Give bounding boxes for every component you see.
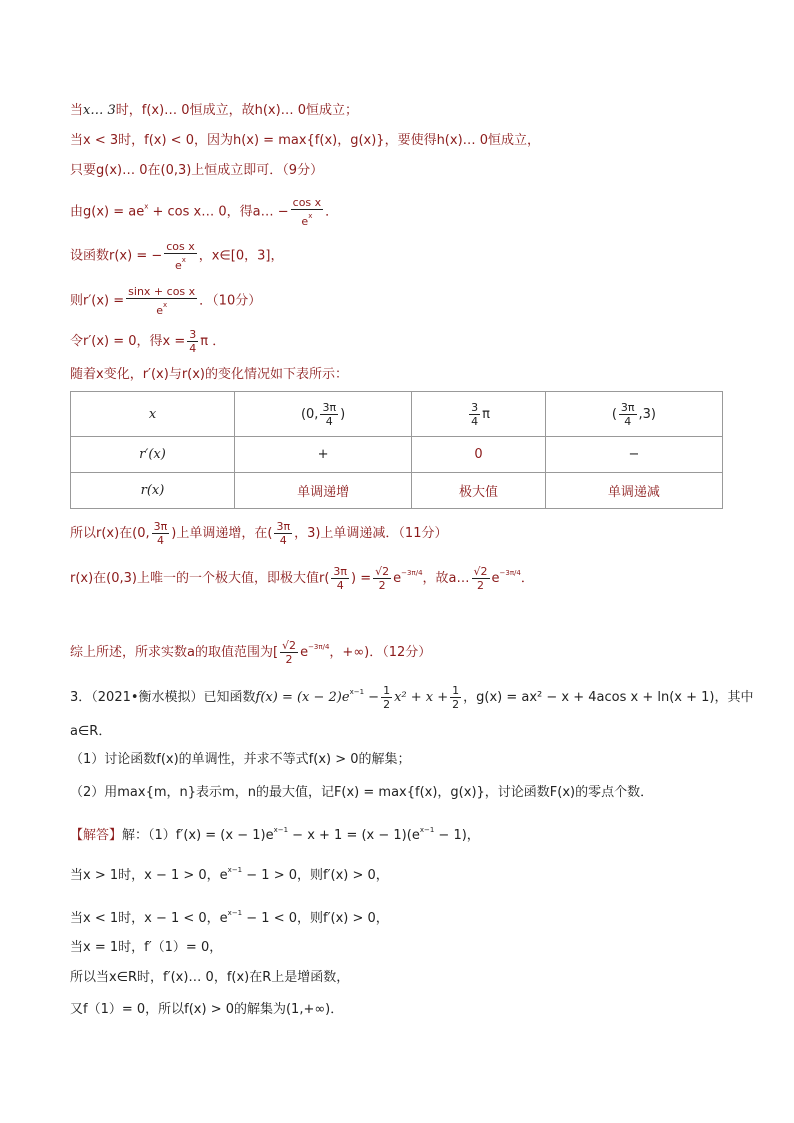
answer-line-5: 所以当x∈R时，f′(x)… 0，f(x)在R上是增函数，	[70, 970, 350, 985]
solution-line-7: 令r′(x) = 0，得x = $\frac{3}{4}$ π ．	[70, 328, 226, 355]
answer-line-2: 当x > 1时，x − 1 > 0，$e^{x-1} - 1 > 0$，则f′(x) > 0，	[70, 866, 389, 883]
question-3: 3．（2021•衡水模拟）已知函数$f(x) = (x - 2)e^{x-1}$ − $\frac{1}{2}$ x² + x + $\frac{1}{2}$ ，g(x) = ax² − x + 4acos x + ln(x + 1)，其中	[70, 684, 754, 711]
table-cell: ( $\frac{3\pi}{4}$ ,3)	[545, 392, 722, 437]
solution-line-4: 由$g(x) = ae^x + \cos$ x… 0，得a… − $\frac{\text{cos x}}{e^x}$ ．	[70, 196, 339, 228]
table-cell: x	[71, 392, 235, 437]
answer-line-1: 【解答】解：$(1)f'(x) = (x - 1)e^{x-1} - x + 1 = (x - 1)(e^{x-1} - 1)$，	[70, 826, 480, 843]
solution-line-3: 只要g(x)… 0在(0,3)上恒成立即可．（9分）	[70, 163, 324, 178]
table-cell: 单调递减	[545, 473, 722, 509]
fraction: $\frac{\text{cos x}}{e^x}$	[292, 196, 322, 228]
fraction: $\frac{\text{cos x}}{e^x}$	[166, 240, 195, 272]
table-intro: 随着x变化，r′(x)与r(x)的变化情况如下表所示：	[70, 367, 349, 382]
table-cell: r′(x)	[71, 437, 235, 473]
table-cell: $\frac{3}{4}$ π	[412, 392, 546, 437]
table-row	[71, 437, 723, 473]
solution-line-2: 当x < 3时，f(x) < 0，因为h(x) = max{f(x)，g(x)}，要使得h(x)… 0恒成立，	[70, 133, 541, 148]
question-3-part-2: （2）用max{m，n}表示m，n的最大值，记F(x) = max{f(x)，g(x)}，讨论函数F(x)的零点个数．	[70, 785, 654, 800]
fraction: $\frac{\text{sinx + cos x}}{e^x}$	[128, 285, 196, 317]
question-3-line-2: a∈R．	[70, 724, 112, 739]
table-cell: (0, $\frac{3\pi}{4}$ )	[235, 392, 412, 437]
table-header-row	[71, 392, 723, 437]
table-cell: 0	[412, 437, 546, 473]
table-cell: r(x)	[71, 473, 235, 509]
fraction: $\frac{3}{4}$	[189, 328, 197, 355]
table-cell: +	[235, 437, 412, 473]
solution-line-1: 当x… 3时，f(x)… 0恒成立，故h(x)… 0恒成立；	[70, 103, 359, 118]
table-row	[71, 473, 723, 509]
answer-tag: 【解答】	[70, 828, 123, 843]
variation-table	[70, 391, 723, 509]
solution-line-9: 所以r(x)在(0, $\frac{3\pi}{4}$ )上单调递增，在( $\frac{3\pi}{4}$ ，3)上单调递减．（11分）	[70, 520, 448, 547]
conclusion-line: 综上所述，所求实数a的取值范围为[ $\frac{√2}{2}$ $e^{-3\pi/4}$，+∞)．（12分）	[70, 639, 432, 666]
question-3-part-1: （1）讨论函数f(x)的单调性，并求不等式f(x) > 0的解集；	[70, 752, 411, 767]
table-cell: −	[545, 437, 722, 473]
table-cell: 单调递增	[235, 473, 412, 509]
solution-line-5: 设函数r(x) = − $\frac{\text{cos x}}{e^x}$ ，x∈[0，3]，	[70, 240, 284, 272]
solution-line-10: r(x)在(0,3)上唯一的一个极大值，即极大值r( $\frac{3\pi}{4}$ ) = $\frac{√2}{2}$ $e^{-3\pi/4}$，故a… $\frac{√2}{2}$ $e^{-3\pi/4}$．	[70, 565, 534, 592]
answer-line-3: 当x < 1时，x − 1 < 0，$e^{x-1} - 1 < 0$，则f′(x) > 0，	[70, 909, 389, 926]
answer-line-4: 当x = 1时，f′（1）= 0，	[70, 940, 223, 955]
solution-line-6: 则r′(x) = $\frac{\text{sinx + cos x}}{e^x}$ ．（10分）	[70, 285, 262, 317]
table-cell: 极大值	[412, 473, 546, 509]
answer-line-6: 又f（1）= 0，所以f(x) > 0的解集为(1,+∞)．	[70, 1002, 344, 1017]
